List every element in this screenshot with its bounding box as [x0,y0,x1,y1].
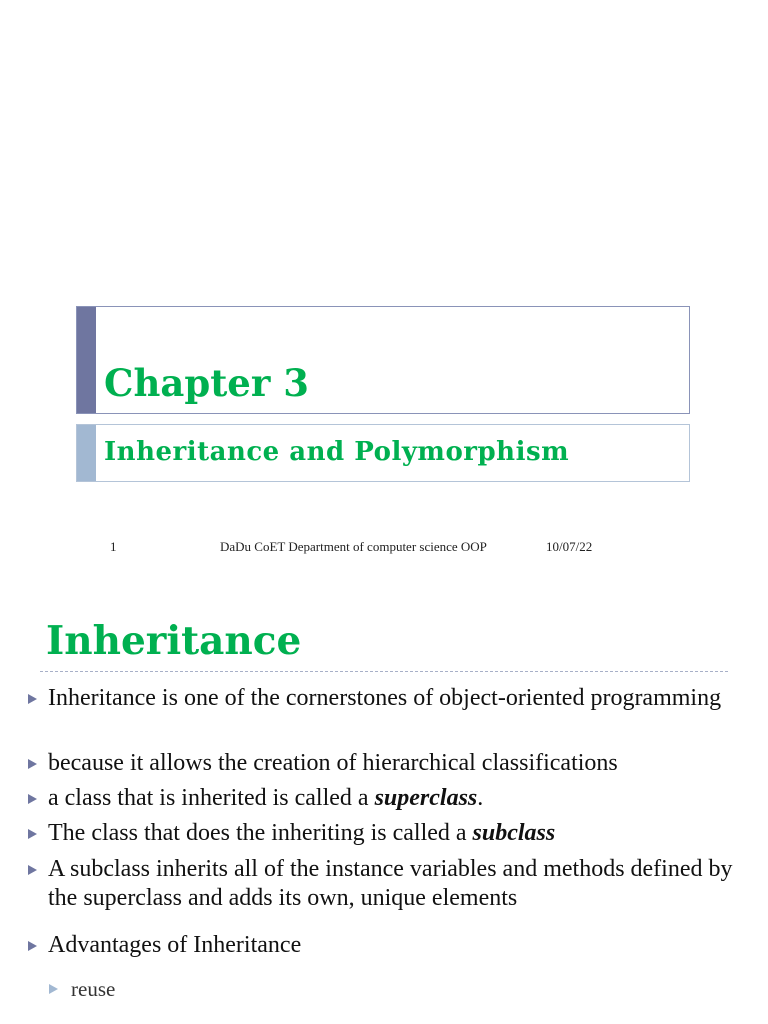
accent-bar [77,307,96,413]
bullet-item: Inheritance is one of the cornerstones of object-oriented programming [48,684,748,713]
page-number: 1 [110,539,117,554]
footer-date: 10/07/22 [546,539,593,554]
term-superclass: superclass [374,785,478,811]
bullet-text: The class that does the inheriting is called a [48,820,473,846]
footer-text: DaDu CoET Department of computer science OOP [220,539,487,554]
title-box [76,306,690,414]
slide-title: Chapter 3 [104,361,309,405]
bullet-item: A subclass inherits all of the instance variables and methods defined by the superclass and adds its own, unique elements [48,855,738,913]
bullet-text: a class that is inherited is called a [48,785,375,811]
bullet-item [48,819,748,848]
section-heading: Inheritance [46,618,302,664]
bullet-item: Advantages of Inheritance [48,931,748,960]
term-subclass: subclass [472,820,556,846]
bullet-item [48,784,748,813]
divider [40,671,728,672]
bullet-item: because it allows the creation of hierarchical classifications [48,749,748,778]
bullet-text: . [477,785,484,811]
accent-bar [77,425,96,481]
slide-subtitle: Inheritance and Polymorphism [104,437,570,467]
subtitle-box [76,424,690,482]
sub-bullet-item: reuse [71,975,768,1004]
